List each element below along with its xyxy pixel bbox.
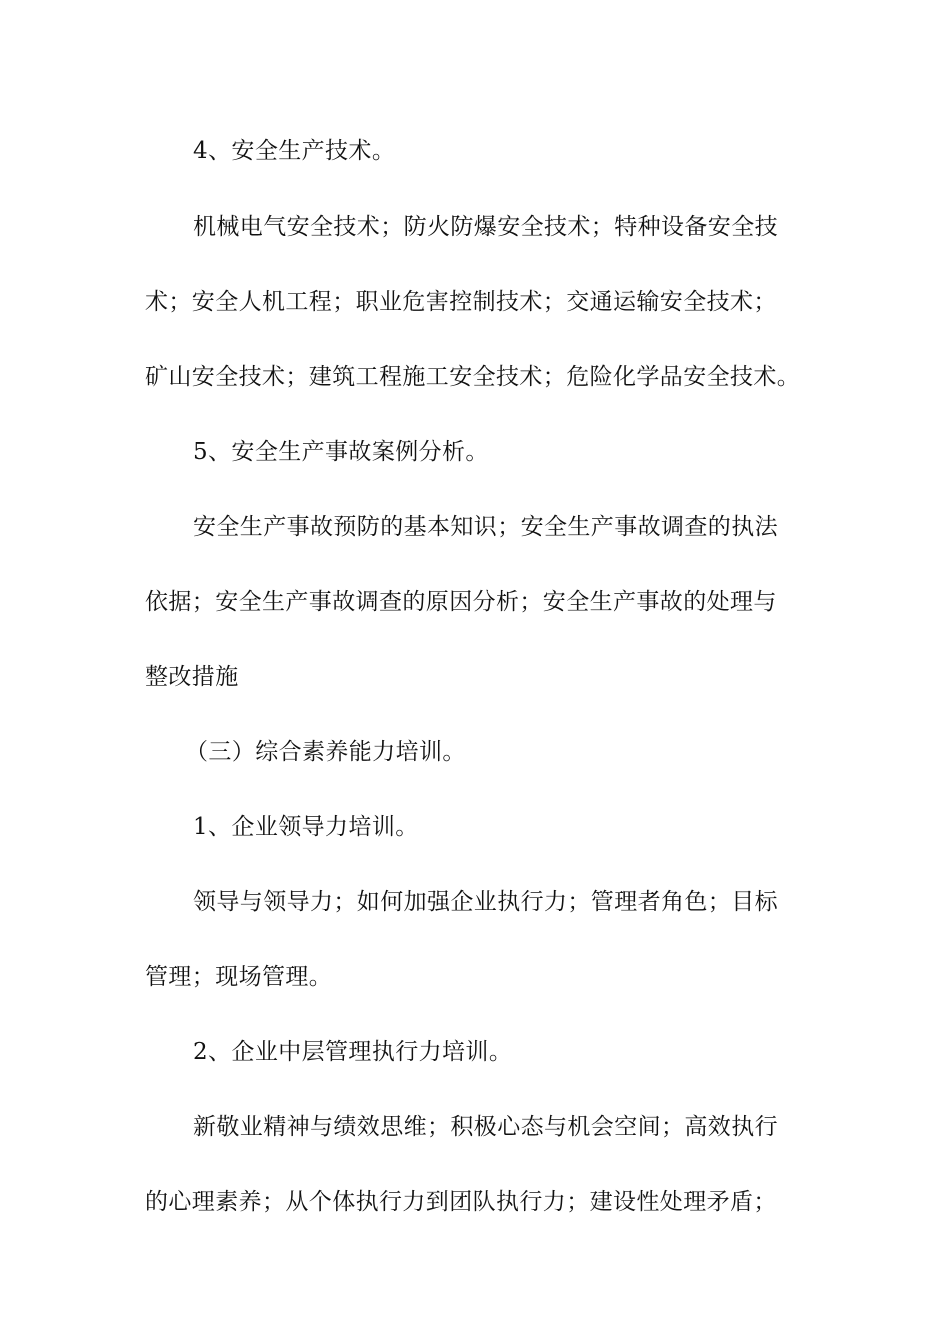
section-heading-middle-management: 2、企业中层管理执行力培训。: [193, 1039, 513, 1065]
paragraph-line: 整改措施: [145, 664, 239, 690]
section-heading-leadership: 1、企业领导力培训。: [193, 814, 419, 840]
paragraph-line: 领导与领导力；如何加强企业执行力；管理者角色；目标: [193, 889, 778, 915]
section-heading-comprehensive-training: （三）综合素养能力培训。: [185, 739, 466, 765]
paragraph-line: 的心理素养；从个体执行力到团队执行力；建设性处理矛盾；: [145, 1189, 777, 1215]
paragraph-line: 依据；安全生产事故调查的原因分析；安全生产事故的处理与: [145, 589, 777, 615]
paragraph-line: 新敬业精神与绩效思维；积极心态与机会空间；高效执行: [193, 1114, 778, 1140]
paragraph-line: 机械电气安全技术；防火防爆安全技术；特种设备安全技: [193, 214, 778, 240]
paragraph-line: 安全生产事故预防的基本知识；安全生产事故调查的执法: [193, 514, 778, 540]
section-heading-accident-analysis: 5、安全生产事故案例分析。: [193, 439, 489, 465]
paragraph-line: 管理；现场管理。: [145, 964, 333, 990]
section-heading-safety-tech: 4、安全生产技术。: [193, 138, 396, 164]
paragraph-line: 矿山安全技术；建筑工程施工安全技术；危险化学品安全技术。: [145, 364, 801, 390]
paragraph-line: 术；安全人机工程；职业危害控制技术；交通运输安全技术；: [145, 289, 777, 315]
